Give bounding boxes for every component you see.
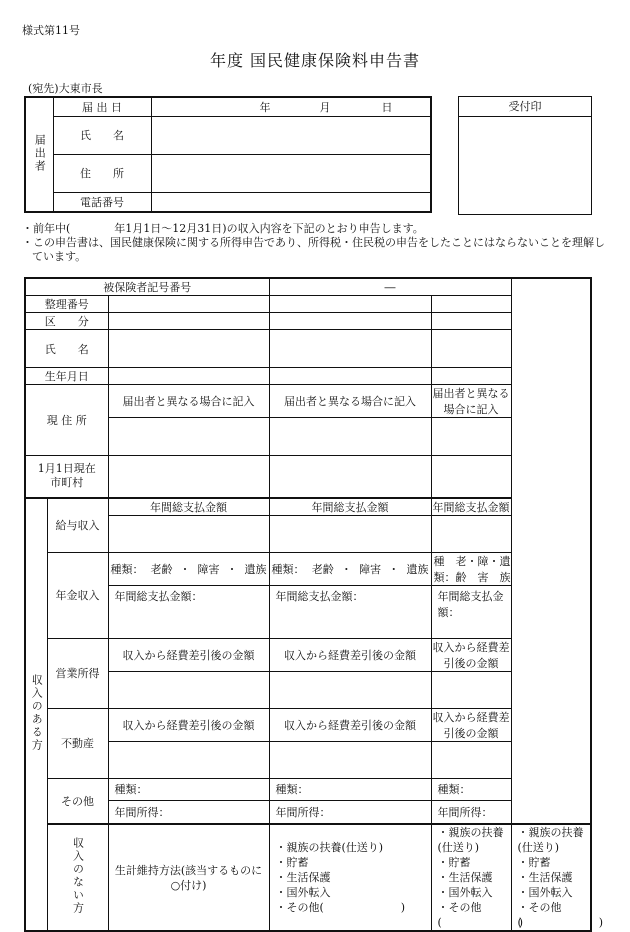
real-estate-cell[interactable] (269, 741, 431, 778)
real-estate-net-label: 収入から経費差引後の金額 (269, 708, 431, 741)
insured-number-label: 被保険者記号番号 (25, 278, 269, 296)
category-label: 区 分 (25, 313, 108, 330)
ref-number-cell[interactable] (108, 296, 269, 313)
living-method-options[interactable] (269, 824, 431, 931)
business-cell[interactable] (269, 671, 431, 708)
option-family-support: ・親族の扶養(仕送り) (275, 841, 384, 854)
date-label: 届 出 日 (53, 97, 151, 116)
jan1-city-cell[interactable] (269, 456, 431, 498)
addressee: (宛先)大東市長 (28, 82, 103, 95)
address-label: 住 所 (53, 154, 151, 192)
jan1-city-cell[interactable] (108, 456, 269, 498)
reception-stamp-box (458, 96, 592, 215)
pension-kind-cell[interactable]: 種類： 老齢 ・ 障害 ・ 遺族 (108, 552, 269, 585)
real-estate-net-label: 収入から経費差引後の金額 (108, 708, 269, 741)
ref-number-cell[interactable] (269, 296, 431, 313)
salary-total-label: 年間総支払金額 (431, 498, 511, 516)
salary-label: 給与収入 (47, 498, 108, 553)
option-savings: ・貯蓄 (437, 856, 471, 869)
other-kind-cell[interactable]: 種類： (269, 778, 431, 800)
date-year-label: 年 (259, 100, 271, 114)
other-income-cell[interactable]: 年間所得： (108, 800, 269, 824)
option-welfare: ・生活保護 (517, 871, 573, 884)
birthdate-cell[interactable] (431, 368, 511, 385)
salary-total-label: 年間総支払金額 (108, 498, 269, 516)
option-moved-from-abroad: ・国外転入 (437, 886, 493, 899)
pension-kind-cell[interactable]: 種類： 老齢 ・ 障害 ・ 遺族 (431, 552, 511, 585)
pension-kind-cell[interactable]: 種類： 老齢 ・ 障害 ・ 遺族 (269, 552, 431, 585)
applicant-group-label: 届出者 (25, 97, 53, 212)
business-cell[interactable] (108, 671, 269, 708)
insured-name-label: 氏 名 (25, 330, 108, 368)
current-address-cell[interactable] (108, 418, 269, 456)
option-savings: ・貯蓄 (275, 856, 309, 869)
date-field[interactable] (151, 97, 431, 116)
income-section-label: 収入のある方 (25, 498, 47, 932)
real-estate-cell[interactable] (431, 741, 511, 778)
insured-name-cell[interactable] (108, 330, 269, 368)
pension-label: 年金収入 (47, 552, 108, 638)
insured-name-cell[interactable] (269, 330, 431, 368)
date-month-label: 月 (319, 100, 331, 114)
category-cell[interactable] (431, 313, 511, 330)
current-address-cell[interactable] (269, 418, 431, 456)
jan1-city-cell[interactable] (431, 456, 511, 498)
option-savings: ・貯蓄 (517, 856, 551, 869)
pension-amount-cell[interactable]: 年間総支払金額： (108, 585, 269, 638)
other-income-cell[interactable]: 年間所得： (431, 800, 511, 824)
real-estate-label: 不動産 (47, 708, 108, 778)
option-other: ・その他( ) (437, 901, 524, 929)
other-kind-cell[interactable]: 種類： (431, 778, 511, 800)
living-method-options[interactable] (511, 824, 604, 931)
name-field[interactable] (151, 116, 431, 154)
living-method-label: 生計維持方法(該当するものに○付け) (108, 824, 269, 931)
current-address-cell[interactable] (431, 418, 511, 456)
insured-table (24, 277, 604, 932)
pension-amount-cell[interactable]: 年間総支払金額： (431, 585, 511, 638)
pension-amount-cell[interactable]: 年間総支払金額： (269, 585, 431, 638)
note-disclaimer: ・この申告書は、国民健康保険に関する所得申告であり、所得税・住民税の申告をしたことにはならないことを理解しています。 (22, 236, 605, 263)
option-other: ・その他( ) (275, 901, 406, 914)
date-day-label: 日 (381, 100, 393, 114)
address-note: 届出者と異なる場合に記入 (108, 385, 269, 418)
category-cell[interactable] (108, 313, 269, 330)
birthdate-cell[interactable] (108, 368, 269, 385)
phone-field[interactable] (151, 192, 431, 212)
option-welfare: ・生活保護 (437, 871, 493, 884)
form-number: 様式第11号 (22, 24, 80, 37)
address-note: 届出者と異なる場合に記入 (269, 385, 431, 418)
option-family-support: ・親族の扶養(仕送り) (437, 826, 504, 854)
ref-number-cell[interactable] (431, 296, 511, 313)
real-estate-net-label: 収入から経費差引後の金額 (431, 708, 511, 741)
declaration-notes (22, 222, 608, 264)
salary-cell[interactable] (269, 515, 431, 552)
jan1-city-label: 1月1日現在市町村 (25, 456, 108, 498)
salary-cell[interactable] (108, 515, 269, 552)
no-income-section-label: 収入のない方 (47, 824, 108, 931)
insured-name-cell[interactable] (431, 330, 511, 368)
address-note: 届出者と異なる場合に記入 (431, 385, 511, 418)
salary-cell[interactable] (431, 515, 511, 552)
other-income-label: その他 (47, 778, 108, 824)
option-moved-from-abroad: ・国外転入 (275, 886, 331, 899)
name-label: 氏 名 (53, 116, 151, 154)
salary-total-label: 年間総支払金額 (269, 498, 431, 516)
business-net-label: 収入から経費差引後の金額 (108, 638, 269, 671)
option-family-support: ・親族の扶養(仕送り) (517, 826, 584, 854)
applicant-table (24, 96, 432, 213)
ref-number-label: 整理番号 (25, 296, 108, 313)
category-cell[interactable] (269, 313, 431, 330)
birthdate-cell[interactable] (269, 368, 431, 385)
business-net-label: 収入から経費差引後の金額 (269, 638, 431, 671)
option-moved-from-abroad: ・国外転入 (517, 886, 573, 899)
option-other: ・その他( ) (517, 901, 604, 929)
living-method-options[interactable] (431, 824, 524, 931)
business-label: 営業所得 (47, 638, 108, 708)
real-estate-cell[interactable] (108, 741, 269, 778)
other-kind-cell[interactable]: 種類： (108, 778, 269, 800)
business-net-label: 収入から経費差引後の金額 (431, 638, 511, 671)
page-title: 年度 国民健康保険料申告書 (209, 51, 421, 70)
note-declaration: ・前年中( 年1月1日～12月31日)の収入内容を下記のとおり申告します。 (22, 222, 424, 235)
insured-number-field[interactable]: ― (269, 278, 511, 296)
current-address-label: 現 住 所 (25, 385, 108, 456)
option-welfare: ・生活保護 (275, 871, 331, 884)
birthdate-label: 生年月日 (25, 368, 108, 385)
reception-stamp-label: 受付印 (459, 97, 591, 117)
phone-label: 電話番号 (53, 192, 151, 212)
business-cell[interactable] (431, 671, 511, 708)
address-field[interactable] (151, 154, 431, 192)
other-income-cell[interactable]: 年間所得： (269, 800, 431, 824)
